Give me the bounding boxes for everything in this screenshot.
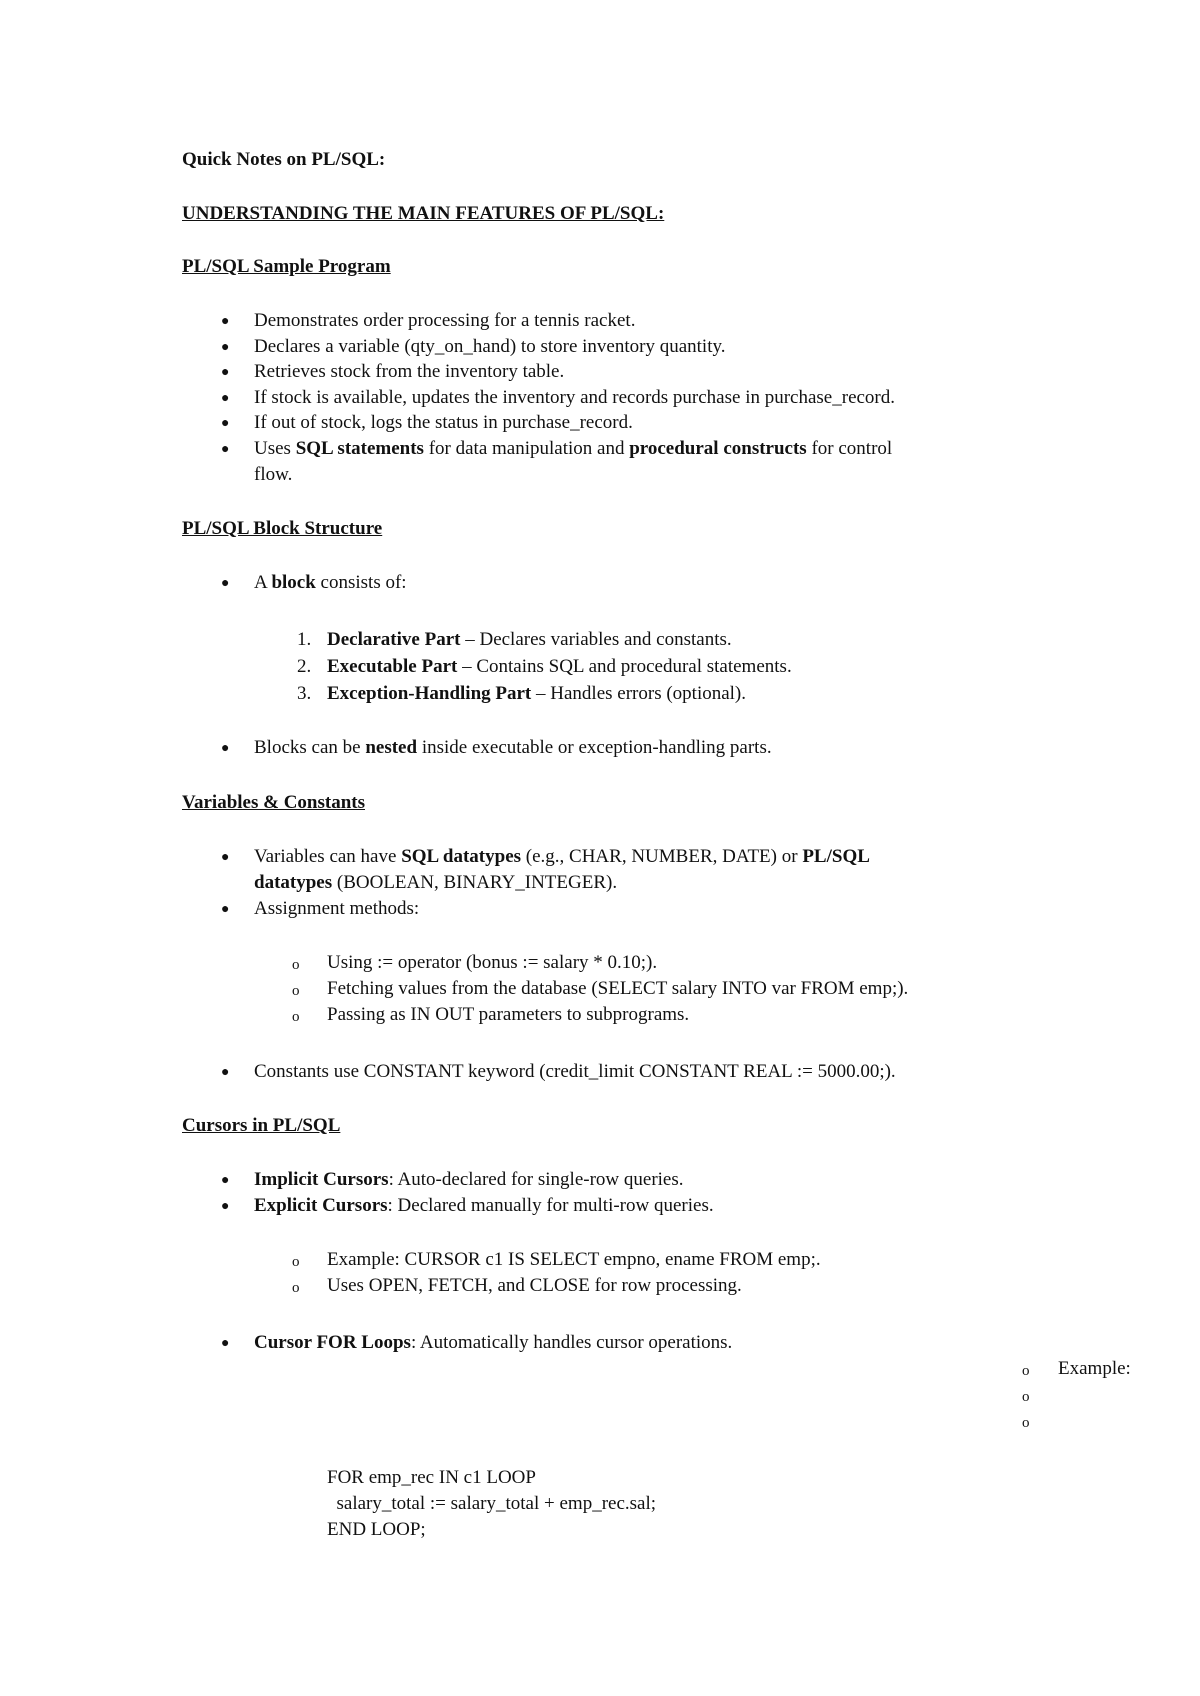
text-run: (BOOLEAN, BINARY_INTEGER). [332,872,618,893]
sub-bullet-icon: o [292,983,300,999]
list-item [254,1167,684,1193]
list-item: Retrieves stock from the inventory table. [254,361,565,382]
text-run: inside executable or exception-handling parts. [417,737,772,758]
numbered-item [327,654,792,680]
section-heading-sample-program: PL/SQL Sample Program [182,256,391,277]
list-number: 1. [297,629,312,650]
list-item: Constants use CONSTANT keyword (credit_limit CONSTANT REAL := 5000.00;). [254,1061,896,1082]
list-item [254,735,772,761]
text-run: – Handles errors (optional). [531,683,747,704]
numbered-item [327,627,732,653]
code-line: salary_total := salary_total + emp_rec.sal; [327,1493,657,1514]
bullet-icon: ● [221,365,230,380]
text-run: for control [806,438,893,459]
text-run: – Declares variables and constants. [460,629,732,650]
text-run: (e.g., CHAR, NUMBER, DATE) or [521,846,803,867]
sub-bullet-icon: o [292,1280,300,1296]
bold-term: Exception-Handling Part [327,683,532,704]
list-item: Assignment methods: [254,898,420,919]
bullet-icon: ● [221,1199,230,1214]
bullet-icon: ● [221,1336,230,1351]
bold-term: Executable Part [327,656,458,677]
list-item [254,1193,714,1219]
text-run: Blocks can be [254,737,366,758]
numbered-item [327,681,746,707]
bold-term: datatypes [254,872,333,893]
bullet-icon: ● [221,902,230,917]
list-item [254,570,407,596]
bullet-icon: ● [221,314,230,329]
bold-term: Cursor FOR Loops [254,1332,411,1353]
bullet-icon: ● [221,1065,230,1080]
list-number: 2. [297,656,312,677]
bold-term: procedural constructs [629,438,807,459]
section-heading-variables: Variables & Constants [182,792,365,813]
list-item [254,1330,732,1356]
bold-term: Declarative Part [327,629,461,650]
bullet-icon: ● [221,1173,230,1188]
list-item: Demonstrates order processing for a tennis racket. [254,310,636,331]
text-run: : Declared manually for multi-row queries. [387,1195,714,1216]
bold-term: SQL statements [295,438,424,459]
sub-bullet-icon: o [292,957,300,973]
text-run: Variables can have [254,846,402,867]
list-item: If out of stock, logs the status in purchase_record. [254,412,633,433]
list-item [254,436,892,462]
sub-list-item: Fetching values from the database (SELECT salary INTO var FROM emp;). [327,978,909,999]
bullet-icon: ● [221,340,230,355]
list-item-continuation [254,870,617,896]
bullet-icon: ● [221,741,230,756]
text-run: consists of: [315,572,407,593]
text-run: : Auto-declared for single-row queries. [388,1169,684,1190]
list-item-continuation: flow. [254,464,293,485]
sub-list-item: Example: [1058,1358,1131,1379]
text-run: Uses [254,438,296,459]
bold-term: SQL datatypes [401,846,522,867]
code-line: FOR emp_rec IN c1 LOOP [327,1467,536,1488]
section-heading-block-structure: PL/SQL Block Structure [182,518,383,539]
text-run: A [254,572,272,593]
sub-list-item: Example: CURSOR c1 IS SELECT empno, ename FROM emp;. [327,1249,821,1270]
text-run: : Automatically handles cursor operations. [410,1332,733,1353]
bullet-icon: ● [221,391,230,406]
text-run: for data manipulation and [423,438,630,459]
bullet-icon: ● [221,442,230,457]
main-heading: UNDERSTANDING THE MAIN FEATURES OF PL/SQL: [182,203,665,224]
sub-list-item: Using := operator (bonus := salary * 0.10;). [327,952,658,973]
list-item: If stock is available, updates the inventory and records purchase in purchase_record. [254,387,896,408]
list-item [254,844,870,870]
bullet-icon: ● [221,416,230,431]
section-heading-cursors: Cursors in PL/SQL [182,1115,341,1136]
text-run: – Contains SQL and procedural statements. [457,656,792,677]
bullet-icon: ● [221,576,230,591]
sub-bullet-icon: o [1022,1363,1030,1379]
doc-title: Quick Notes on PL/SQL: [182,149,386,170]
bold-term: Explicit Cursors [254,1195,388,1216]
list-item: Declares a variable (qty_on_hand) to store inventory quantity. [254,336,726,357]
code-line: END LOOP; [327,1519,426,1540]
sub-bullet-icon: o [1022,1415,1030,1431]
sub-bullet-icon: o [292,1254,300,1270]
bullet-icon: ● [221,850,230,865]
list-number: 3. [297,683,312,704]
bold-term: block [271,572,316,593]
bold-term: PL/SQL [802,846,870,867]
sub-list-item: Passing as IN OUT parameters to subprograms. [327,1004,690,1025]
sub-list-item: Uses OPEN, FETCH, and CLOSE for row processing. [327,1275,742,1296]
sub-bullet-icon: o [292,1009,300,1025]
bold-term: nested [365,737,418,758]
sub-bullet-icon: o [1022,1389,1030,1405]
bold-term: Implicit Cursors [254,1169,389,1190]
